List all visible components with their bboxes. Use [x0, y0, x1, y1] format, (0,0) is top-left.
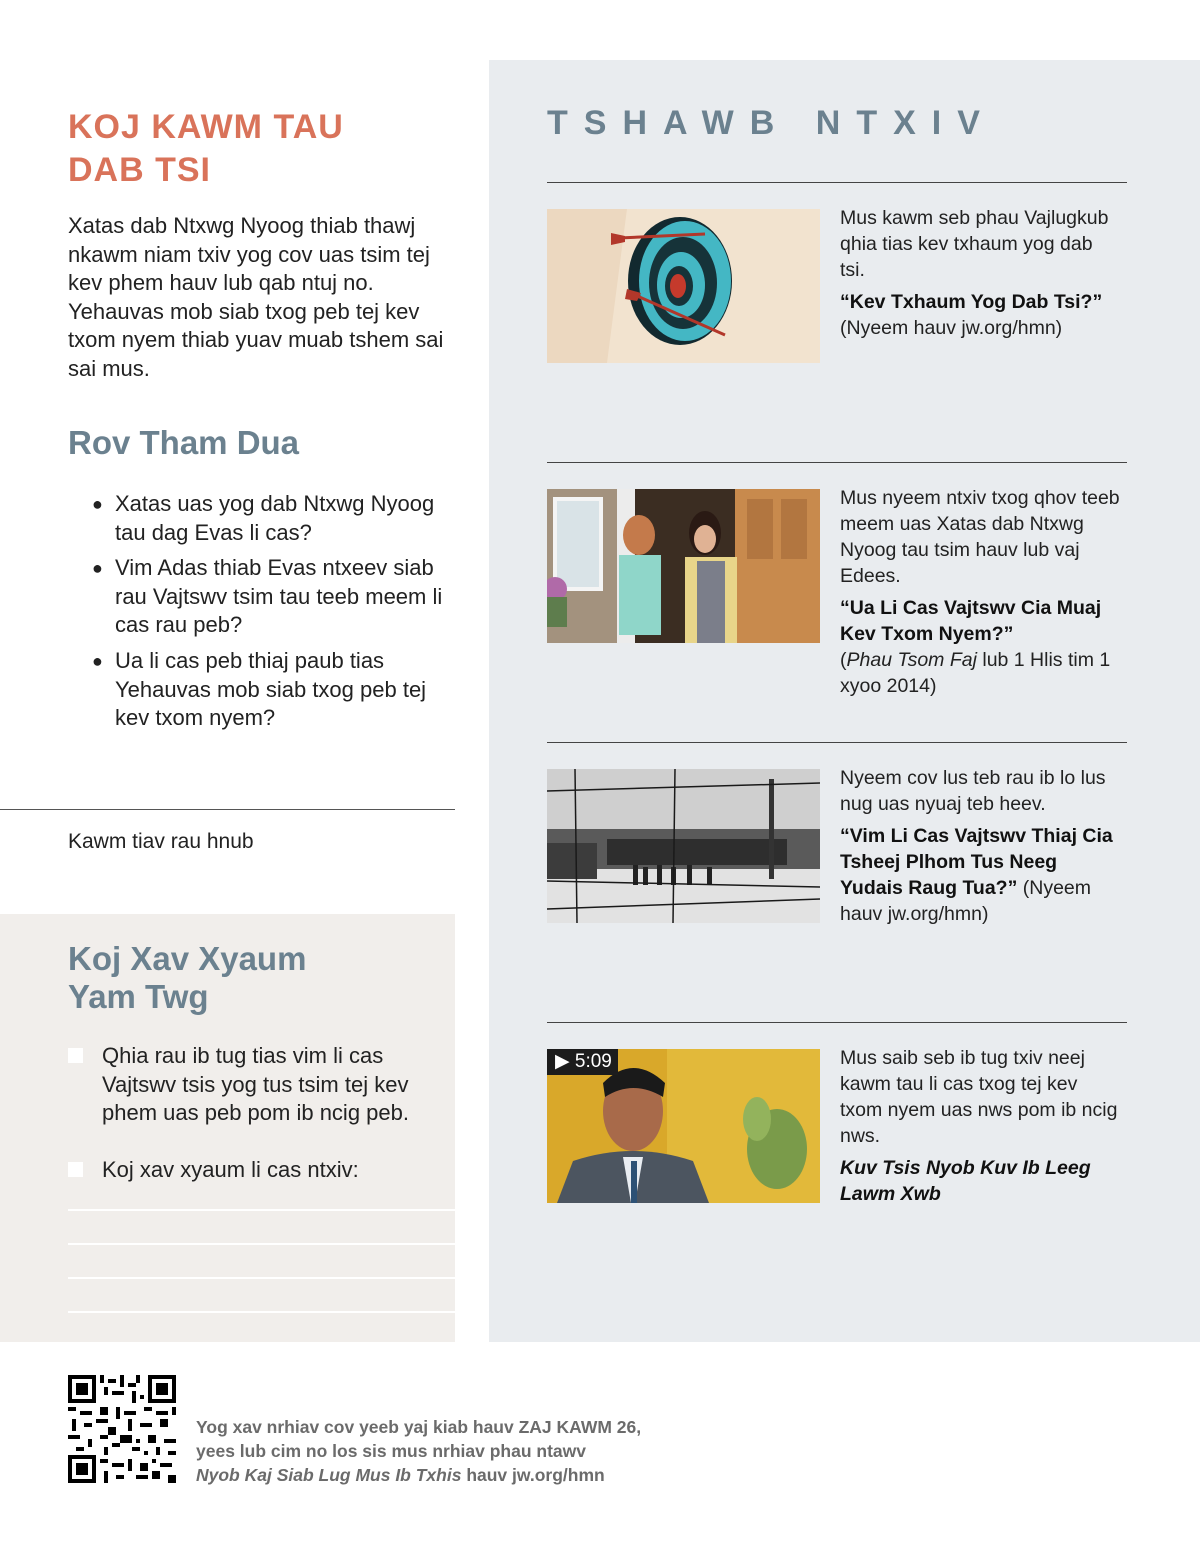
divider — [547, 1022, 1127, 1023]
resource-description: Mus nyeem ntxiv txog qhov teeb meem uas Xatas dab Ntxwg Nyoog tau tsim hauv lub vaj Edees. — [840, 487, 1120, 587]
resource-link-title[interactable]: “Ua Li Cas Vajtswv Cia Muaj Kev Txom Nyem?” — [840, 597, 1102, 645]
qr-code[interactable] — [68, 1375, 176, 1483]
try-this-item: Qhia rau ib tug tias vim li cas Vajtswv tsis yog tus tsim tej kev phem uas peb pom ib ncig peb. — [68, 1042, 438, 1128]
review-question: ● Ua li cas peb thiaj paub tias Yehauvas mob siab txog peb tej kev txom nyem? — [92, 647, 427, 731]
try-this-title: Koj Xav Xyaum Yam Twg — [68, 940, 307, 1015]
resource-note: (Nyeem hauv jw.org/hmn) — [840, 317, 1063, 339]
divider — [0, 809, 455, 810]
checkbox[interactable] — [68, 1048, 83, 1063]
bullet-icon: ● — [92, 494, 103, 514]
writing-line[interactable] — [68, 1311, 455, 1313]
bullet-icon: ● — [92, 558, 103, 579]
video-duration-badge: ▶ 5:09 — [547, 1049, 618, 1075]
resource-text — [840, 485, 1120, 699]
resource-text — [840, 1045, 1120, 1207]
resource-note: (Phau Tsom Faj lub 1 Hlis tim 1 xyoo 2014) — [840, 649, 1111, 697]
review-question: ● Vim Adas thiab Evas ntxeev siab rau Vajtswv tsim tau teeb meem li cas rau peb? — [92, 555, 443, 638]
camp-barbed-wire-photo[interactable] — [547, 769, 820, 923]
resource-description: Nyeem cov lus teb rau ib lo lus nug uas nyuaj teb heev. — [840, 767, 1106, 815]
bullet-icon: ● — [92, 650, 103, 671]
resource-text — [840, 765, 1120, 927]
writing-line[interactable] — [68, 1243, 455, 1245]
resource-text — [840, 205, 1120, 341]
summary-text: Xatas dab Ntxwg Nyoog thiab thawj nkawm niam txiv yog cov uas tsim tej kev phem hauv lub qab ntuj no. Yehauvas mob siab txog peb tej kev txom nyem thiab yuav muab tshem sai sai mus. — [68, 213, 444, 381]
divider — [547, 462, 1127, 463]
resource-link-title[interactable]: Kuv Tsis Nyob Kuv Ib Leeg Lawm Xwb — [840, 1157, 1091, 1205]
resource-link-title[interactable]: “Vim Li Cas Vajtswv Thiaj Cia Tsheej Plhom Tus Neeg Yudais Raug Tua?” — [840, 825, 1113, 899]
try-this-item: Koj xav xyaum li cas ntxiv: — [68, 1156, 438, 1185]
review-title: Rov Tham Dua — [68, 424, 300, 461]
review-questions — [92, 490, 462, 740]
checkbox[interactable] — [68, 1162, 83, 1177]
writing-line[interactable] — [68, 1209, 455, 1211]
explore-title: TSHAWB NTXIV — [547, 104, 996, 142]
summary-title: KOJ KAWM TAU DAB TSI — [68, 108, 344, 189]
resource-description: Mus saib seb ib tug txiv neej kawm tau li cas txog tej kev txom nyem uas nws pom ib ncig nws. — [840, 1047, 1118, 1147]
man-portrait-video[interactable] — [547, 1049, 820, 1203]
resource-description: Mus kawm seb phau Vajlugkub qhia tias kev txhaum yog dab tsi. — [840, 207, 1109, 281]
women-at-door-photo[interactable] — [547, 489, 820, 643]
resource-note: “Vim Li Cas Vajtswv Thiaj Cia Tsheej Plhom Tus Neeg Yudais Raug Tua?” (Nyeem hauv jw.org/hmn) — [840, 825, 1113, 925]
footer-note: Yog xav nrhiav cov yeeb yaj kiab hauv ZAJ KAWM 26, yees lub cim no los sis mus nrhiav phau ntawv Nyob Kaj Siab Lug Mus Ib Txhis hauv jw.org/hmn — [196, 1417, 642, 1485]
review-question: ● Xatas uas yog dab Ntxwg Nyoog tau dag Evas li cas? — [92, 491, 435, 545]
divider — [547, 742, 1127, 743]
target-arrows-image[interactable] — [547, 209, 820, 363]
divider — [547, 182, 1127, 183]
writing-line[interactable] — [68, 1277, 455, 1279]
resource-link-title[interactable]: “Kev Txhaum Yog Dab Tsi?” — [840, 291, 1103, 313]
completion-date-label: Kawm tiav rau hnub — [68, 830, 254, 853]
